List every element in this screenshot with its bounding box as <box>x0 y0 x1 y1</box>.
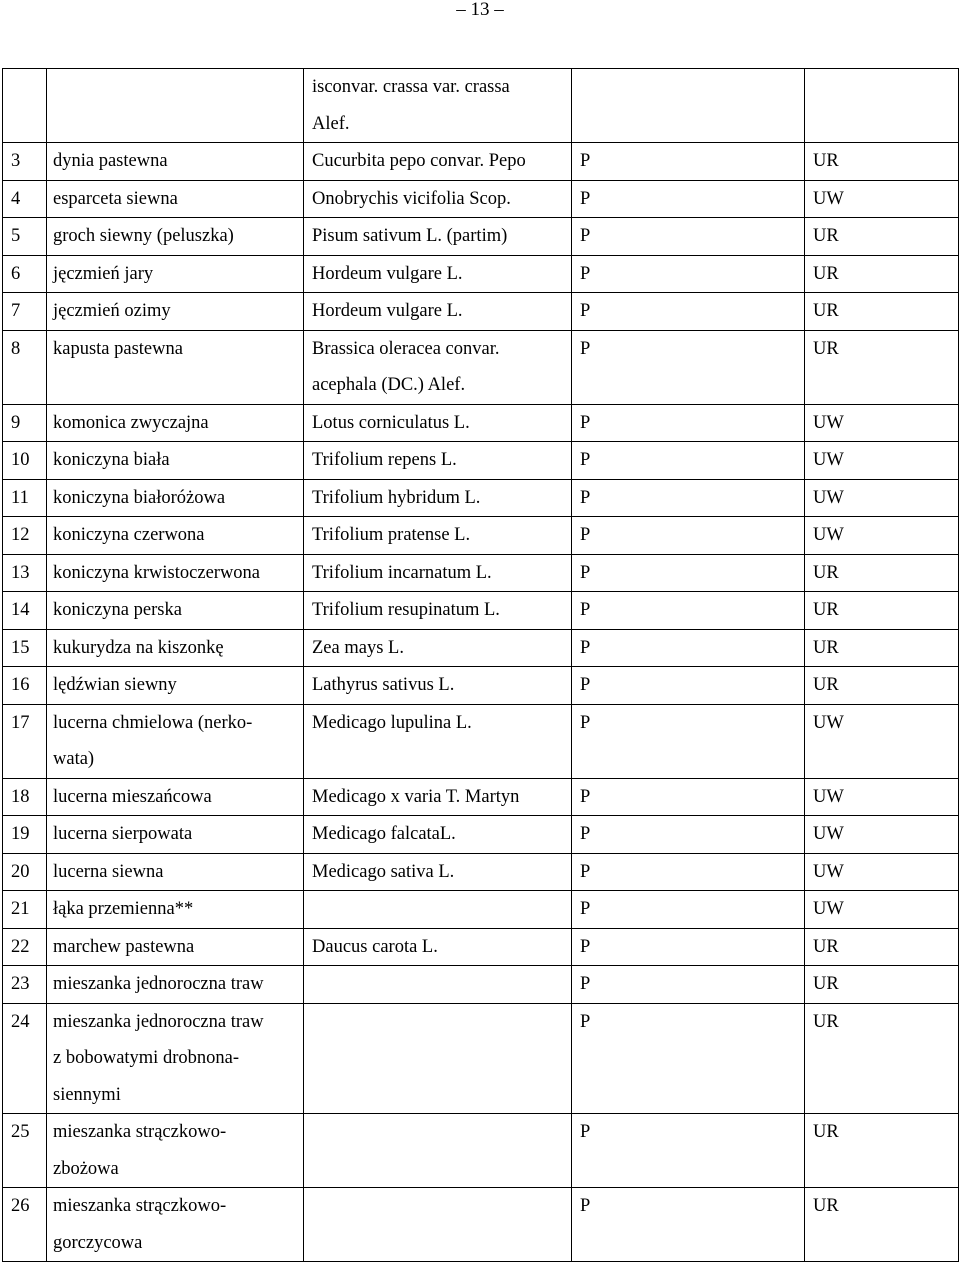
table-row <box>3 853 959 891</box>
cell-register: UR <box>805 255 959 293</box>
cell-register: UR <box>805 966 959 1004</box>
cell-type: P <box>572 778 805 816</box>
cell-num: 21 <box>3 891 47 929</box>
cell-latin: Trifolium hybridum L. <box>304 479 572 517</box>
table-row <box>3 554 959 592</box>
cell-latin: Daucus carota L. <box>304 928 572 966</box>
cell-num: 17 <box>3 704 47 778</box>
cell-num: 4 <box>3 180 47 218</box>
cell-num: 14 <box>3 592 47 630</box>
cell-register: UR <box>805 629 959 667</box>
cell-num: 8 <box>3 330 47 404</box>
cell-latin <box>304 1114 572 1188</box>
cell-num: 11 <box>3 479 47 517</box>
cell-latin: Hordeum vulgare L. <box>304 293 572 331</box>
cell-type: P <box>572 330 805 404</box>
table-row <box>3 479 959 517</box>
cell-type: P <box>572 667 805 705</box>
cell-latin: Cucurbita pepo convar. Pepo <box>304 143 572 181</box>
cell-type <box>572 69 805 143</box>
cell-latin: Medicago falcataL. <box>304 816 572 854</box>
table-row <box>3 517 959 555</box>
table-row <box>3 592 959 630</box>
cell-type: P <box>572 1188 805 1262</box>
cell-type: P <box>572 180 805 218</box>
cell-type: P <box>572 218 805 256</box>
cell-name: esparceta siewna <box>47 180 304 218</box>
cell-num: 16 <box>3 667 47 705</box>
table-row <box>3 778 959 816</box>
cell-name: komonica zwyczajna <box>47 404 304 442</box>
cell-name: marchew pastewna <box>47 928 304 966</box>
cell-name: lucerna mieszańcowa <box>47 778 304 816</box>
table-row <box>3 293 959 331</box>
table-row <box>3 404 959 442</box>
cell-name: mieszanka jednoroczna traw z bobowatymi drobnona- siennymi <box>47 1003 304 1114</box>
cell-type: P <box>572 554 805 592</box>
cell-register: UR <box>805 143 959 181</box>
cell-register: UW <box>805 517 959 555</box>
cell-latin: Trifolium resupinatum L. <box>304 592 572 630</box>
cell-register: UW <box>805 816 959 854</box>
table-row <box>3 1188 959 1262</box>
table-row <box>3 816 959 854</box>
table-row <box>3 69 959 143</box>
cell-name <box>47 69 304 143</box>
cell-num <box>3 69 47 143</box>
cell-register: UW <box>805 180 959 218</box>
cell-type: P <box>572 629 805 667</box>
cell-num: 19 <box>3 816 47 854</box>
cell-register: UW <box>805 442 959 480</box>
cell-name: lucerna chmielowa (nerko- wata) <box>47 704 304 778</box>
table-row <box>3 928 959 966</box>
cell-num: 10 <box>3 442 47 480</box>
cell-latin: Lathyrus sativus L. <box>304 667 572 705</box>
cell-latin: isconvar. crassa var. crassa Alef. <box>304 69 572 143</box>
table-row <box>3 966 959 1004</box>
cell-register <box>805 69 959 143</box>
cell-name: lucerna sierpowata <box>47 816 304 854</box>
cell-name: koniczyna czerwona <box>47 517 304 555</box>
page-number: – 13 – <box>456 0 504 20</box>
cell-name: lucerna siewna <box>47 853 304 891</box>
cell-type: P <box>572 404 805 442</box>
table-row <box>3 330 959 404</box>
cell-name: kukurydza na kiszonkę <box>47 629 304 667</box>
cell-num: 18 <box>3 778 47 816</box>
crop-table <box>2 68 959 1262</box>
cell-num: 5 <box>3 218 47 256</box>
table-row <box>3 667 959 705</box>
cell-name: mieszanka strączkowo- gorczycowa <box>47 1188 304 1262</box>
cell-type: P <box>572 853 805 891</box>
cell-type: P <box>572 143 805 181</box>
table-row <box>3 891 959 929</box>
cell-latin: Trifolium incarnatum L. <box>304 554 572 592</box>
cell-type: P <box>572 517 805 555</box>
cell-type: P <box>572 1114 805 1188</box>
cell-name: koniczyna białoróżowa <box>47 479 304 517</box>
cell-num: 6 <box>3 255 47 293</box>
cell-latin <box>304 966 572 1004</box>
cell-name: mieszanka jednoroczna traw <box>47 966 304 1004</box>
cell-register: UR <box>805 928 959 966</box>
table-row <box>3 218 959 256</box>
cell-name: kapusta pastewna <box>47 330 304 404</box>
cell-name: koniczyna perska <box>47 592 304 630</box>
table-row <box>3 255 959 293</box>
cell-num: 25 <box>3 1114 47 1188</box>
cell-num: 22 <box>3 928 47 966</box>
cell-num: 20 <box>3 853 47 891</box>
cell-type: P <box>572 442 805 480</box>
cell-name: łąka przemienna** <box>47 891 304 929</box>
cell-latin: Trifolium repens L. <box>304 442 572 480</box>
table-row <box>3 1114 959 1188</box>
cell-register: UR <box>805 293 959 331</box>
cell-register: UR <box>805 1188 959 1262</box>
cell-name: koniczyna krwistoczerwona <box>47 554 304 592</box>
cell-type: P <box>572 966 805 1004</box>
table-row <box>3 442 959 480</box>
cell-num: 24 <box>3 1003 47 1114</box>
cell-register: UW <box>805 778 959 816</box>
cell-register: UW <box>805 853 959 891</box>
cell-name: dynia pastewna <box>47 143 304 181</box>
cell-register: UR <box>805 554 959 592</box>
cell-type: P <box>572 293 805 331</box>
cell-register: UR <box>805 1003 959 1114</box>
cell-num: 9 <box>3 404 47 442</box>
cell-num: 13 <box>3 554 47 592</box>
cell-name: jęczmień jary <box>47 255 304 293</box>
cell-name: lędźwian siewny <box>47 667 304 705</box>
cell-num: 3 <box>3 143 47 181</box>
table-row <box>3 629 959 667</box>
cell-latin <box>304 891 572 929</box>
cell-latin: Brassica oleracea convar. acephala (DC.) Alef. <box>304 330 572 404</box>
table-row <box>3 143 959 181</box>
cell-latin <box>304 1188 572 1262</box>
cell-latin: Medicago lupulina L. <box>304 704 572 778</box>
cell-latin: Medicago x varia T. Martyn <box>304 778 572 816</box>
cell-register: UW <box>805 479 959 517</box>
cell-latin: Onobrychis vicifolia Scop. <box>304 180 572 218</box>
cell-num: 26 <box>3 1188 47 1262</box>
crop-table-body <box>3 69 959 1262</box>
cell-latin: Medicago sativa L. <box>304 853 572 891</box>
cell-register: UR <box>805 1114 959 1188</box>
cell-latin <box>304 1003 572 1114</box>
cell-register: UW <box>805 891 959 929</box>
cell-register: UR <box>805 330 959 404</box>
cell-num: 12 <box>3 517 47 555</box>
table-row <box>3 704 959 778</box>
cell-name: groch siewny (peluszka) <box>47 218 304 256</box>
cell-name: mieszanka strączkowo- zbożowa <box>47 1114 304 1188</box>
cell-type: P <box>572 928 805 966</box>
cell-type: P <box>572 255 805 293</box>
cell-num: 7 <box>3 293 47 331</box>
cell-num: 23 <box>3 966 47 1004</box>
cell-type: P <box>572 1003 805 1114</box>
cell-latin: Lotus corniculatus L. <box>304 404 572 442</box>
cell-type: P <box>572 891 805 929</box>
cell-register: UR <box>805 667 959 705</box>
table-row <box>3 1003 959 1114</box>
cell-num: 15 <box>3 629 47 667</box>
cell-latin: Zea mays L. <box>304 629 572 667</box>
cell-register: UR <box>805 218 959 256</box>
cell-name: koniczyna biała <box>47 442 304 480</box>
cell-name: jęczmień ozimy <box>47 293 304 331</box>
cell-latin: Trifolium pratense L. <box>304 517 572 555</box>
cell-type: P <box>572 704 805 778</box>
table-row <box>3 180 959 218</box>
cell-latin: Hordeum vulgare L. <box>304 255 572 293</box>
cell-type: P <box>572 592 805 630</box>
cell-type: P <box>572 816 805 854</box>
cell-type: P <box>572 479 805 517</box>
cell-register: UR <box>805 592 959 630</box>
cell-register: UW <box>805 404 959 442</box>
cell-register: UW <box>805 704 959 778</box>
cell-latin: Pisum sativum L. (partim) <box>304 218 572 256</box>
